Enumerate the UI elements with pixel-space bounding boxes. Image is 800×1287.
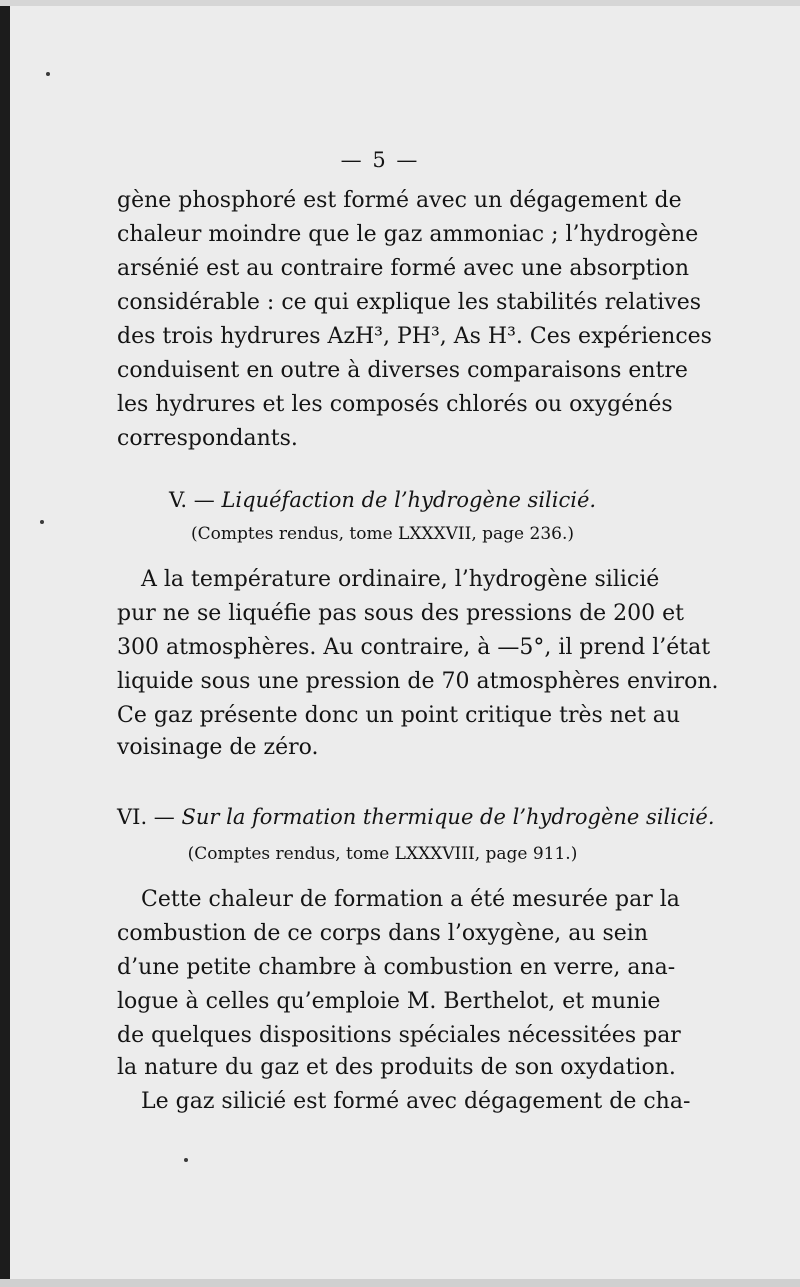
section-6-reference: (Comptes rendus, tome LXXXVIII, page 911.)	[187, 844, 578, 864]
section-5-number: V. —	[168, 488, 215, 512]
paragraph-3-line: logue à celles qu’emploie M. Berthelot, et munie	[117, 989, 661, 1014]
paragraph-2-line: pur ne se liquéfie pas sous des pressions de 200 et	[117, 601, 685, 626]
paragraph-3-line: la nature du gaz et des produits de son oxydation.	[117, 1055, 676, 1080]
section-6-title: Sur la formation thermique de l’hydrogène silicié.	[181, 805, 715, 829]
section-5-heading	[117, 485, 648, 515]
paragraph-4-line: Le gaz silicié est formé avec dégagement de cha-	[141, 1089, 691, 1114]
paragraph-3-line: de quelques dispositions spéciales nécessitées par	[117, 1023, 681, 1048]
paragraph-1-line: des trois hydrures AzH³, PH³, As H³. Ces expériences	[117, 324, 712, 349]
scan-speck	[184, 1158, 188, 1162]
section-6-heading	[117, 802, 715, 832]
paragraph-2-line: A la température ordinaire, l’hydrogène silicié	[141, 567, 660, 592]
paragraph-1-line: arsénié est au contraire formé avec une absorption	[117, 256, 689, 281]
paragraph-1-line: les hydrures et les composés chlorés ou oxygénés	[117, 392, 673, 417]
paragraph-1-line: conduisent en outre à diverses comparaisons entre	[117, 358, 688, 383]
section-5-reference: (Comptes rendus, tome LXXXVII, page 236.)	[190, 524, 574, 544]
section-6-number: VI. —	[117, 805, 175, 829]
scan-left-edge	[0, 0, 10, 1287]
paragraph-3-line: d’une petite chambre à combustion en verre, ana-	[117, 955, 676, 980]
paragraph-1-line: gène phosphoré est formé avec un dégagement de	[117, 188, 682, 213]
paragraph-3-line: combustion de ce corps dans l’oxygène, au sein	[117, 921, 648, 946]
paragraph-3-line: Cette chaleur de formation a été mesurée par la	[141, 887, 680, 912]
paragraph-2-line: liquide sous une pression de 70 atmosphères environ.	[117, 669, 719, 694]
paragraph-2-line: voisinage de zéro.	[117, 735, 319, 760]
paragraph-1-line: considérable : ce qui explique les stabilités relatives	[117, 290, 702, 315]
page-number: — 5 —	[340, 148, 420, 172]
scan-bottom-edge	[0, 1279, 800, 1287]
section-5-title: Liquéfaction de l’hydrogène silicié.	[221, 488, 597, 512]
scan-top-edge	[0, 0, 800, 6]
paragraph-1-line: chaleur moindre que le gaz ammoniac ; l’hydrogène	[117, 222, 699, 247]
scan-speck	[46, 72, 50, 76]
paragraph-2-line: Ce gaz présente donc un point critique très net au	[117, 703, 681, 728]
scan-speck	[40, 520, 44, 524]
paragraph-1-line: correspondants.	[117, 426, 298, 451]
paragraph-2-line: 300 atmosphères. Au contraire, à —5°, il prend l’état	[117, 635, 711, 660]
